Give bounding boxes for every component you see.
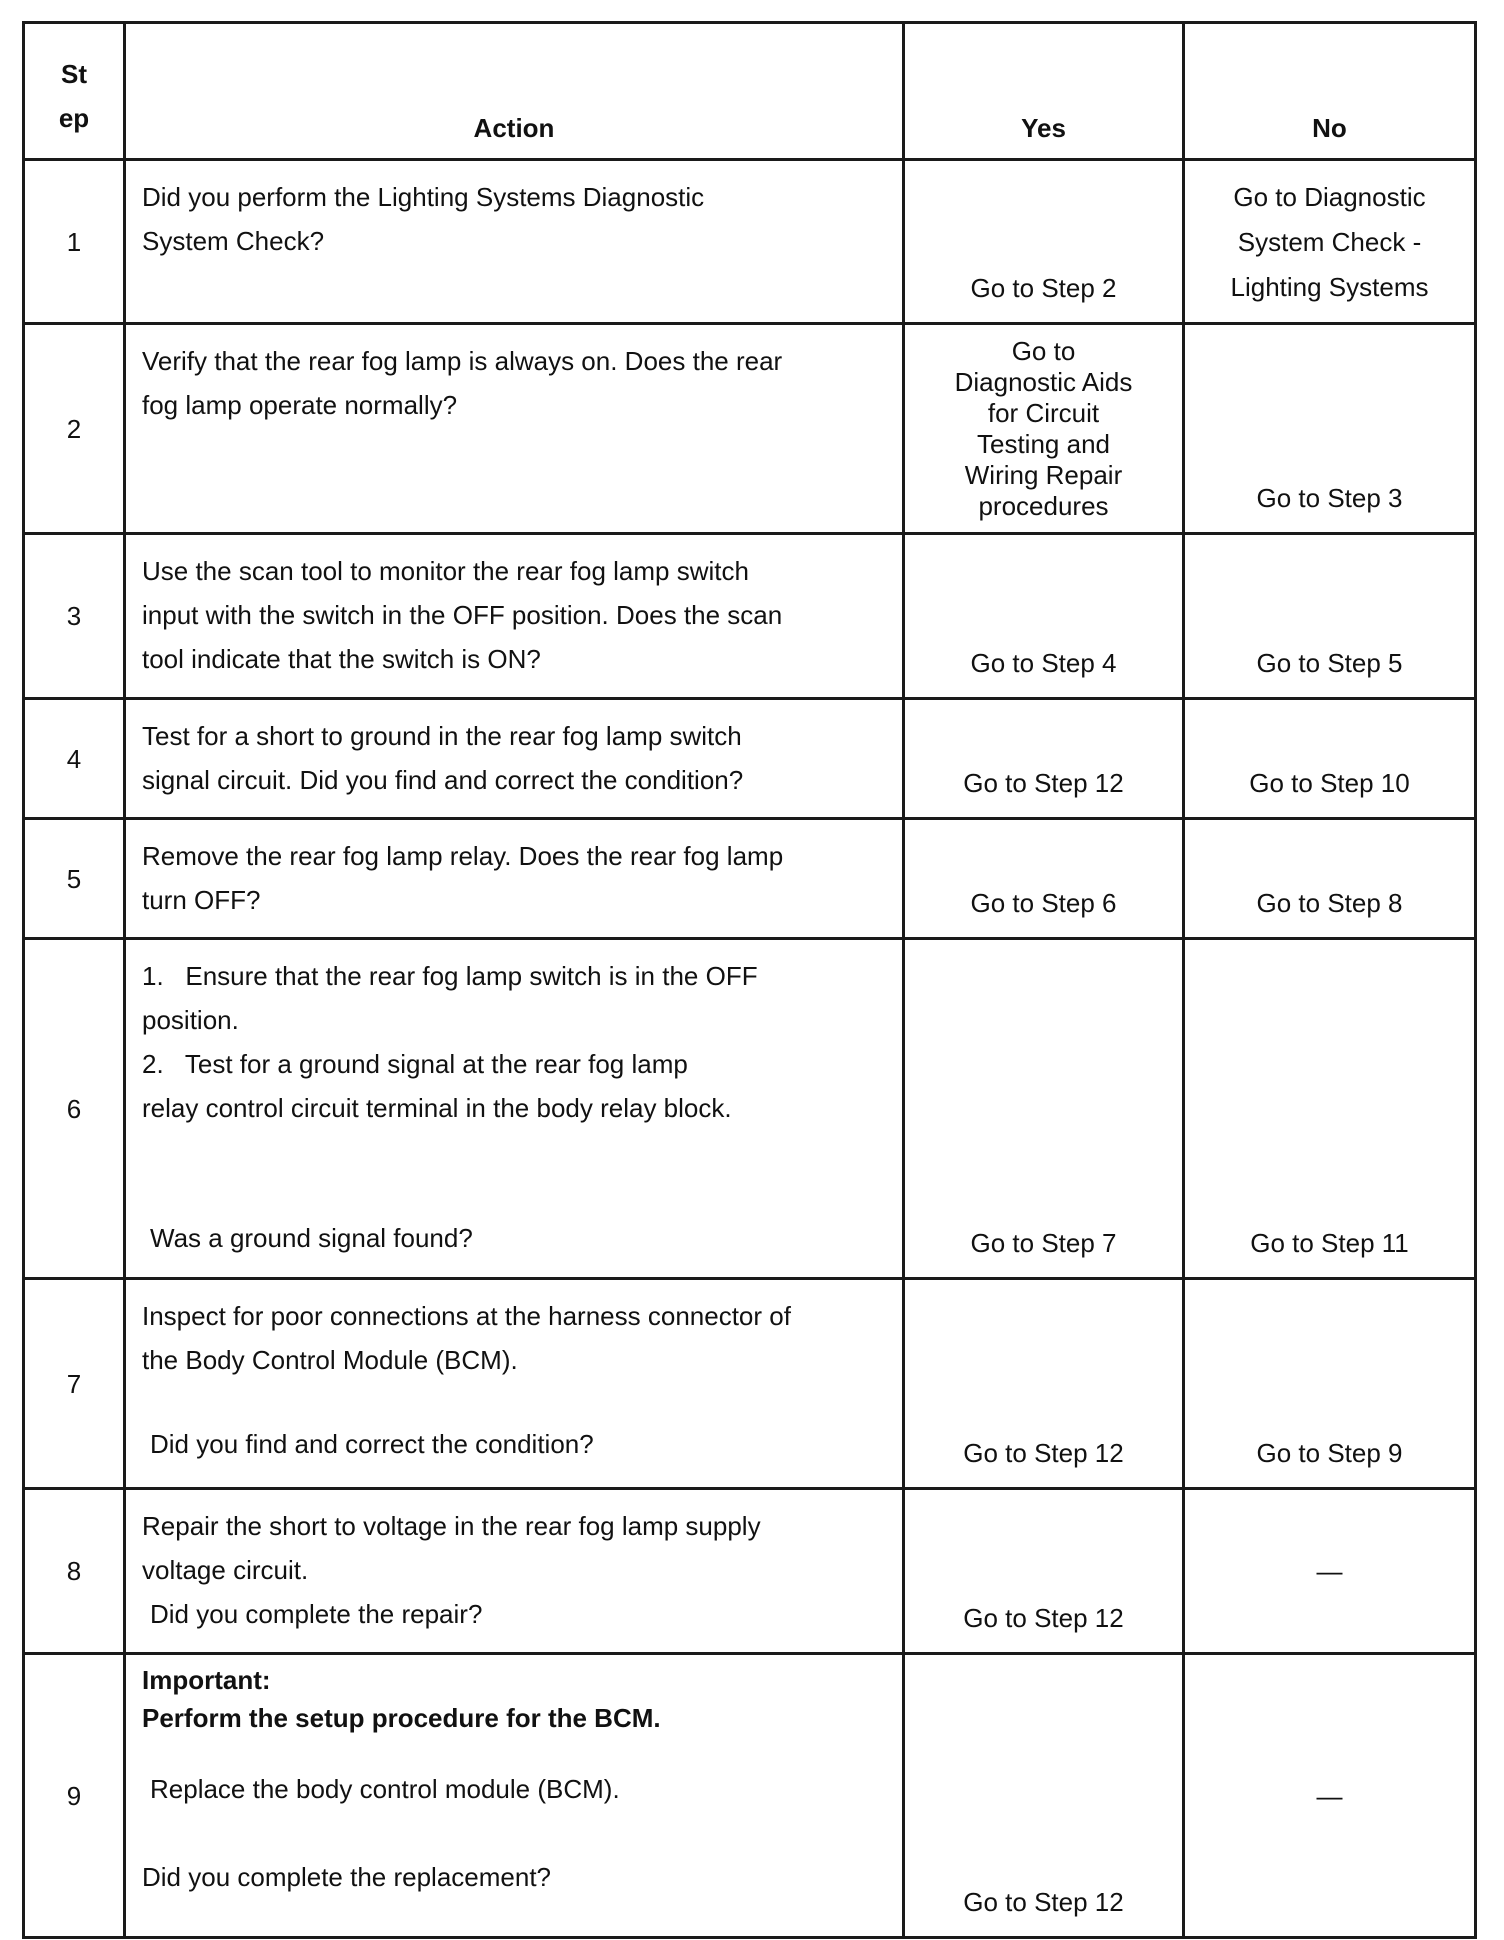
action-line: Remove the rear fog lamp relay. Does the rear fog lamp bbox=[142, 841, 784, 871]
table-row bbox=[24, 160, 1476, 324]
spacer bbox=[142, 1130, 886, 1216]
action-cell bbox=[125, 939, 904, 1279]
table-row bbox=[24, 1654, 1476, 1938]
no-line: Go to Diagnostic bbox=[1233, 182, 1426, 212]
step-number: 6 bbox=[24, 939, 125, 1279]
header-step-line2: ep bbox=[58, 103, 90, 133]
header-yes: Yes bbox=[904, 23, 1184, 160]
action-line: input with the switch in the OFF position. Does the scan bbox=[142, 600, 783, 630]
no-cell: Go to Step 3 bbox=[1184, 324, 1476, 534]
yes-line: Testing and bbox=[977, 428, 1110, 459]
diagnostic-table bbox=[22, 21, 1477, 1939]
yes-line: Diagnostic Aids bbox=[954, 366, 1133, 397]
table-row bbox=[24, 534, 1476, 699]
action-line: Test for a short to ground in the rear fog lamp switch bbox=[142, 721, 742, 751]
header-step-line1: St bbox=[61, 59, 87, 89]
spacer bbox=[142, 1382, 886, 1422]
no-cell bbox=[1184, 160, 1476, 324]
table-row bbox=[24, 1489, 1476, 1654]
header-row bbox=[24, 23, 1476, 160]
yes-line: Go to bbox=[1011, 335, 1076, 366]
action-line: fog lamp operate normally? bbox=[142, 390, 458, 420]
action-cell bbox=[125, 699, 904, 819]
action-line: signal circuit. Did you find and correct the condition? bbox=[142, 765, 744, 795]
header-action: Action bbox=[125, 23, 904, 160]
yes-cell: Go to Step 12 bbox=[904, 1654, 1184, 1938]
action-cell bbox=[125, 324, 904, 534]
step-number: 9 bbox=[24, 1654, 125, 1938]
action-line: Use the scan tool to monitor the rear fog lamp switch bbox=[142, 556, 749, 586]
step-number: 4 bbox=[24, 699, 125, 819]
action-question: Did you find and correct the condition? bbox=[150, 1429, 594, 1459]
yes-cell: Go to Step 12 bbox=[904, 1279, 1184, 1489]
yes-cell: Go to Step 12 bbox=[904, 699, 1184, 819]
step-number: 2 bbox=[24, 324, 125, 534]
action-question: Did you complete the repair? bbox=[150, 1599, 483, 1629]
spacer bbox=[142, 1811, 886, 1855]
no-cell: Go to Step 10 bbox=[1184, 699, 1476, 819]
yes-line: for Circuit bbox=[987, 397, 1100, 428]
action-line: 2. Test for a ground signal at the rear fog lamp bbox=[142, 1049, 688, 1079]
yes-line: Wiring Repair bbox=[964, 459, 1123, 490]
action-line: Inspect for poor connections at the harness connector of bbox=[142, 1301, 791, 1331]
table-row bbox=[24, 324, 1476, 534]
action-line: 1. Ensure that the rear fog lamp switch is in the OFF bbox=[142, 961, 758, 991]
action-line: Replace the body control module (BCM). bbox=[150, 1774, 620, 1804]
action-cell bbox=[125, 534, 904, 699]
yes-cell bbox=[904, 324, 1184, 534]
action-line: voltage circuit. bbox=[142, 1555, 309, 1585]
step-number: 5 bbox=[24, 819, 125, 939]
action-line: Repair the short to voltage in the rear fog lamp supply bbox=[142, 1511, 761, 1541]
header-no: No bbox=[1184, 23, 1476, 160]
header-step bbox=[24, 23, 125, 160]
no-line: Lighting Systems bbox=[1230, 272, 1429, 302]
table-row bbox=[24, 1279, 1476, 1489]
no-cell: Go to Step 11 bbox=[1184, 939, 1476, 1279]
yes-line: procedures bbox=[978, 490, 1109, 521]
action-cell bbox=[125, 819, 904, 939]
action-line: System Check? bbox=[142, 226, 325, 256]
action-line: tool indicate that the switch is ON? bbox=[142, 644, 541, 674]
action-line: turn OFF? bbox=[142, 885, 261, 915]
action-line: position. bbox=[142, 1005, 239, 1035]
action-line: the Body Control Module (BCM). bbox=[142, 1345, 518, 1375]
no-line: System Check - bbox=[1237, 227, 1422, 257]
important-label: Important: bbox=[142, 1665, 271, 1695]
no-cell: Go to Step 5 bbox=[1184, 534, 1476, 699]
action-question: Did you complete the replacement? bbox=[142, 1862, 552, 1892]
no-cell: Go to Step 9 bbox=[1184, 1279, 1476, 1489]
action-cell bbox=[125, 1489, 904, 1654]
yes-cell: Go to Step 12 bbox=[904, 1489, 1184, 1654]
yes-cell: Go to Step 7 bbox=[904, 939, 1184, 1279]
no-cell: Go to Step 8 bbox=[1184, 819, 1476, 939]
no-cell: — bbox=[1184, 1654, 1476, 1938]
action-cell bbox=[125, 1279, 904, 1489]
action-question: Was a ground signal found? bbox=[150, 1223, 473, 1253]
spacer bbox=[142, 1737, 886, 1767]
action-line: Did you perform the Lighting Systems Diagnostic bbox=[142, 182, 705, 212]
important-text: Perform the setup procedure for the BCM. bbox=[142, 1703, 661, 1733]
action-line: Verify that the rear fog lamp is always on. Does the rear bbox=[142, 346, 783, 376]
step-number: 8 bbox=[24, 1489, 125, 1654]
step-number: 7 bbox=[24, 1279, 125, 1489]
table-row bbox=[24, 939, 1476, 1279]
action-line: relay control circuit terminal in the body relay block. bbox=[142, 1093, 732, 1123]
yes-cell: Go to Step 4 bbox=[904, 534, 1184, 699]
yes-cell: Go to Step 6 bbox=[904, 819, 1184, 939]
table-row bbox=[24, 819, 1476, 939]
yes-cell: Go to Step 2 bbox=[904, 160, 1184, 324]
table-row bbox=[24, 699, 1476, 819]
step-number: 1 bbox=[24, 160, 125, 324]
step-number: 3 bbox=[24, 534, 125, 699]
action-cell bbox=[125, 1654, 904, 1938]
no-cell: — bbox=[1184, 1489, 1476, 1654]
action-cell bbox=[125, 160, 904, 324]
